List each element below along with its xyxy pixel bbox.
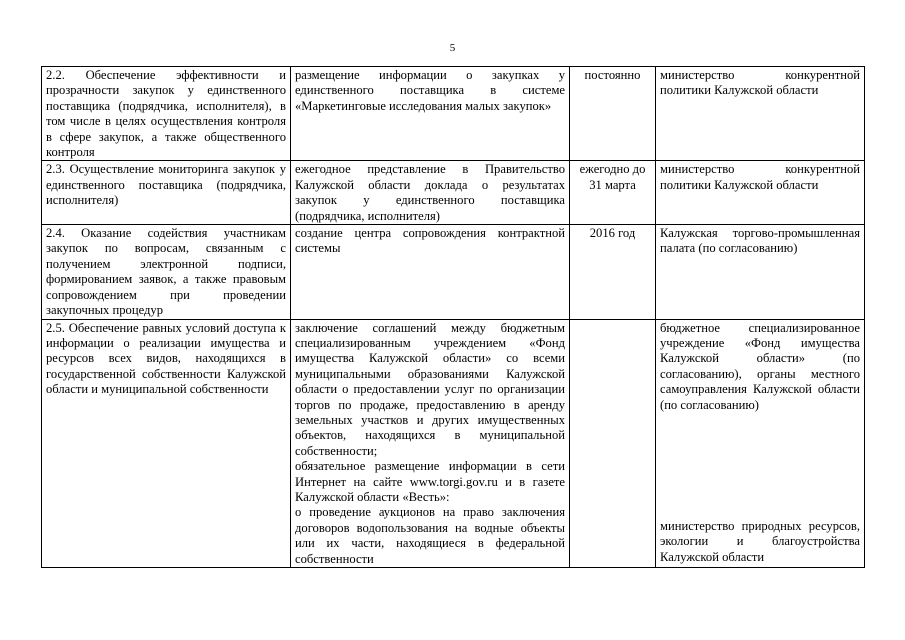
measure-paragraph: заключение соглашений между бюджетным специализированным учреждением «Фонд имущества Калужской области» со всеми муниципальными образованиями Калужской области о предоставлении услуг по организации торгов по продаже, предоставлению в аренду земельных участков и других имущественных объектов, находящихся в муниципальной собственности; [295, 320, 565, 458]
executor-cell: министерство конкурентной политики Калужской области [656, 161, 865, 225]
measure-cell: создание центра сопровождения контрактной системы [291, 225, 570, 319]
measure-cell: размещение информации о закупках у единственного поставщика в системе «Маркетинговые исследования малых закупок» [291, 67, 570, 161]
spacer [660, 413, 860, 519]
executor-cell: Калужская торгово-промышленная палата (по согласованию) [656, 225, 865, 319]
table-row [42, 67, 865, 161]
measure-cell [291, 319, 570, 568]
task-cell: 2.4. Оказание содействия участникам закупок по вопросам, связанным с получением электронной подписи, формированием заявок, а также правовым сопровождением при проведении закупочных процедур [42, 225, 291, 319]
executor-paragraph: бюджетное специализированное учреждение «Фонд имущества Калужской области» (по согласованию), органы местного самоуправления Калужской области (по согласованию) [660, 320, 860, 412]
deadline-cell: постоянно [570, 67, 656, 161]
task-cell: 2.3. Осуществление мониторинга закупок у единственного поставщика (подрядчика, исполнителя) [42, 161, 291, 225]
task-cell: 2.2. Обеспечение эффективности и прозрачности закупок у единственного поставщика (подрядчика, исполнителя), в том числе в целях осуществления контроля в сфере закупок, а также общественного контроля [42, 67, 291, 161]
deadline-cell [570, 319, 656, 568]
measure-paragraph: о проведение аукционов на право заключения договоров водопользования на водные объекты или их части, находящиеся в федеральной собственности [295, 505, 565, 566]
table-row [42, 225, 865, 319]
executor-paragraph: министерство природных ресурсов, экологии и благоустройства Калужской области [660, 518, 860, 564]
table-row [42, 161, 865, 225]
page-number: 5 [449, 42, 456, 54]
executor-cell [656, 319, 865, 568]
measure-paragraph: обязательное размещение информации в сети Интернет на сайте www.torgi.gov.ru и в газете Калужской области «Весть»: [295, 459, 565, 504]
table-row [42, 319, 865, 568]
action-plan-table [41, 66, 865, 568]
measure-cell: ежегодное представление в Правительство Калужской области доклада о результатах закупок у единственного поставщика (подрядчика, исполнителя) [291, 161, 570, 225]
executor-cell: министерство конкурентной политики Калужской области [656, 67, 865, 161]
deadline-cell: 2016 год [570, 225, 656, 319]
deadline-cell: ежегодно до 31 марта [570, 161, 656, 225]
task-cell: 2.5. Обеспечение равных условий доступа к информации о реализации имущества и ресурсов всех видов, находящихся в государственной собственности Калужской области и муниципальной собственности [42, 319, 291, 568]
